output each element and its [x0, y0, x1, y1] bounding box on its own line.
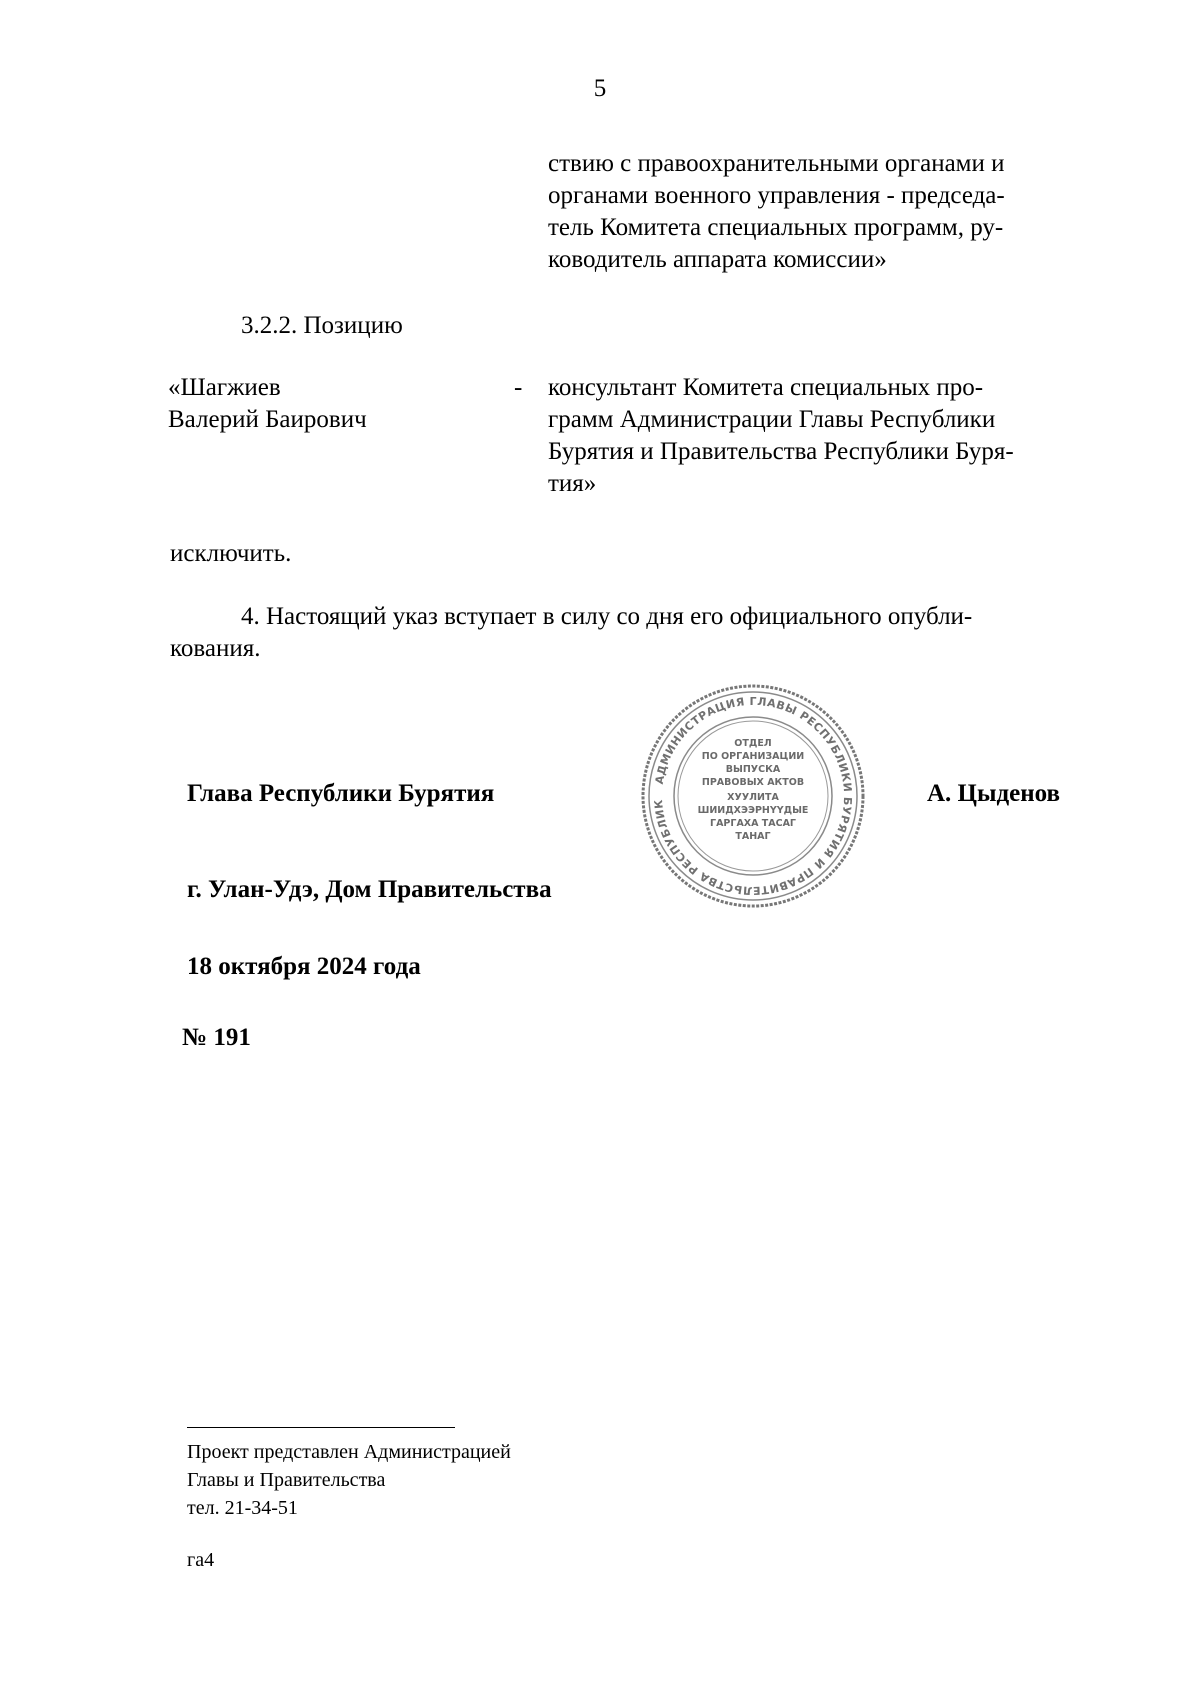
text-line: тия»: [548, 470, 597, 497]
seal-center-line: ГАРГАХА ТАСАГ: [710, 818, 796, 829]
text-line: кования.: [170, 635, 261, 662]
seal-center-line: ПО ОРГАНИЗАЦИИ: [701, 751, 805, 762]
page-number: 5: [593, 75, 607, 102]
text-line: грамм Администрации Главы Республики: [548, 406, 996, 433]
seal-center-line: ВЫПУСКА: [725, 764, 781, 775]
entry-dash: -: [514, 374, 523, 401]
issue-place: г. Улан-Удэ, Дом Правительства: [187, 876, 552, 903]
entry-position-description: [548, 372, 1080, 500]
seal-center-line: ШИИДХЭЭРНҮҮДЫЕ: [697, 805, 809, 816]
footnote-line: тел. 21-34-51: [187, 1497, 298, 1519]
name-line: Валерий Баирович: [168, 406, 367, 433]
decree-number: № 191: [182, 1024, 251, 1051]
item-4-paragraph: [170, 601, 1100, 665]
seal-center-line: ПРАВОВЫХ АКТОВ: [701, 777, 805, 788]
footnote: [187, 1438, 511, 1522]
exclude-text: исключить.: [170, 540, 292, 567]
footnote-divider: [187, 1427, 455, 1428]
document-code: га4: [187, 1549, 215, 1571]
footnote-line: Главы и Правительства: [187, 1469, 386, 1491]
seal-center-line: ОТДЕЛ: [734, 738, 772, 749]
text-line: ководитель аппарата комиссии»: [548, 246, 887, 273]
text-line: органами военного управления - председа-: [548, 182, 1005, 209]
name-line: «Шагжиев: [168, 374, 281, 401]
entry-person-name: [168, 372, 367, 436]
issue-date: 18 октября 2024 года: [187, 953, 421, 980]
seal-center-line: ХУУЛИТА: [727, 792, 779, 803]
continued-position-text: [548, 148, 1080, 276]
signatory-title: Глава Республики Бурятия: [187, 780, 495, 807]
footnote-line: Проект представлен Администрацией: [187, 1441, 511, 1463]
text-line: 4. Настоящий указ вступает в силу со дня его официального опубли-: [241, 603, 973, 630]
signatory-name: А. Цыденов: [927, 780, 1061, 807]
text-line: консультант Комитета специальных про-: [548, 374, 984, 401]
item-3-2-2-heading: 3.2.2. Позицию: [241, 312, 403, 339]
svg-text:АДМИНИСТРАЦИЯ ГЛАВЫ РЕСПУБЛИКИ: [640, 683, 854, 897]
text-line: ствию с правоохранительными органами и: [548, 150, 1005, 177]
text-line: Бурятия и Правительства Республики Буря-: [548, 438, 1014, 465]
text-line: тель Комитета специальных программ, ру-: [548, 214, 1004, 241]
seal-ring-text: АДМИНИСТРАЦИЯ ГЛАВЫ РЕСПУБЛИКИ БУРЯТИЯ И ПРАВИТЕЛЬСТВА РЕСПУБЛИК: [651, 694, 855, 898]
official-seal: [640, 683, 866, 909]
seal-center-line: ТАНАГ: [735, 831, 771, 842]
